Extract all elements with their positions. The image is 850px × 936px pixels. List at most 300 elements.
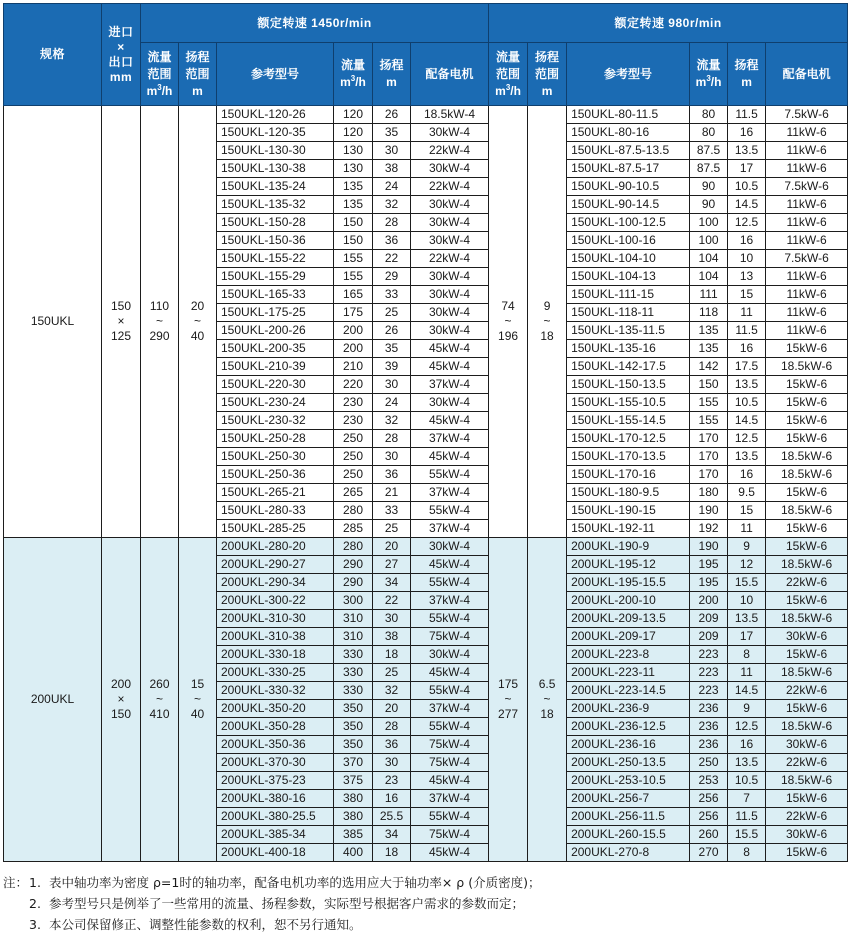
cell-1450-model: 200UKL-280-20 <box>217 538 334 556</box>
cell-980-flow: 155 <box>690 394 728 412</box>
pump-spec-table <box>3 3 848 862</box>
cell-1450-flow: 350 <box>334 718 373 736</box>
cell-980-motor: 15kW-6 <box>766 430 848 448</box>
cell-980-motor: 22kW-6 <box>766 574 848 592</box>
cell-980-motor: 18.5kW-6 <box>766 610 848 628</box>
cell-1450-model: 200UKL-375-23 <box>217 772 334 790</box>
cell-1450-motor: 37kW-4 <box>411 430 489 448</box>
cell-980-flow: 80 <box>690 106 728 124</box>
cell-980-flow: 190 <box>690 502 728 520</box>
cell-980-flow: 223 <box>690 682 728 700</box>
cell-980-flow: 170 <box>690 430 728 448</box>
cell-1450-flow: 350 <box>334 736 373 754</box>
cell-1450-motor: 75kW-4 <box>411 754 489 772</box>
cell-1450-motor: 30kW-4 <box>411 232 489 250</box>
cell-980-head: 15.5 <box>728 826 766 844</box>
cell-1450-head: 35 <box>373 340 411 358</box>
cell-1450-flow: 330 <box>334 682 373 700</box>
cell-980-motor: 15kW-6 <box>766 412 848 430</box>
header-head-980: 扬程 m <box>728 43 766 106</box>
cell-980-head: 9.5 <box>728 484 766 502</box>
cell-980-model: 150UKL-90-10.5 <box>567 178 690 196</box>
cell-1450-model: 200UKL-350-28 <box>217 718 334 736</box>
cell-980-model: 150UKL-170-12.5 <box>567 430 690 448</box>
cell-980-model: 150UKL-87.5-17 <box>567 160 690 178</box>
cell-980-flow: 170 <box>690 448 728 466</box>
cell-980-motor: 15kW-6 <box>766 520 848 538</box>
cell-1450-model: 150UKL-120-26 <box>217 106 334 124</box>
cell-980-motor: 30kW-6 <box>766 736 848 754</box>
cell-980-model: 200UKL-200-10 <box>567 592 690 610</box>
spec-cell: 200UKL <box>4 538 102 862</box>
cell-1450-head: 36 <box>373 736 411 754</box>
cell-980-head: 15 <box>728 286 766 304</box>
cell-980-model: 200UKL-253-10.5 <box>567 772 690 790</box>
cell-1450-motor: 55kW-4 <box>411 574 489 592</box>
cell-980-motor: 15kW-6 <box>766 394 848 412</box>
cell-1450-head: 27 <box>373 556 411 574</box>
unit-m3h: $m^3/h$ <box>495 82 521 98</box>
flow-range-980: 175 ~ 277 <box>489 538 528 862</box>
cell-980-model: 200UKL-250-13.5 <box>567 754 690 772</box>
cell-1450-motor: 45kW-4 <box>411 358 489 376</box>
cell-980-motor: 22kW-6 <box>766 754 848 772</box>
cell-980-model: 200UKL-223-8 <box>567 646 690 664</box>
group-150ukl <box>4 106 848 538</box>
cell-980-motor: 11kW-6 <box>766 142 848 160</box>
cell-980-motor: 11kW-6 <box>766 286 848 304</box>
cell-1450-head: 22 <box>373 592 411 610</box>
cell-1450-motor: 45kW-4 <box>411 448 489 466</box>
cell-1450-motor: 37kW-4 <box>411 790 489 808</box>
cell-980-model: 200UKL-190-9 <box>567 538 690 556</box>
cell-1450-head: 23 <box>373 772 411 790</box>
cell-980-flow: 135 <box>690 322 728 340</box>
cell-1450-flow: 130 <box>334 160 373 178</box>
footnote-1: 注：1. 表中轴功率为密度 ρ=1时的轴功率，配备电机功率的选用应大于轴功率× ρ (介质密度)； <box>3 872 540 893</box>
cell-1450-flow: 290 <box>334 574 373 592</box>
cell-980-flow: 236 <box>690 700 728 718</box>
cell-1450-flow: 385 <box>334 826 373 844</box>
cell-1450-flow: 220 <box>334 376 373 394</box>
cell-1450-motor: 22kW-4 <box>411 142 489 160</box>
cell-980-flow: 104 <box>690 268 728 286</box>
cell-980-flow: 142 <box>690 358 728 376</box>
cell-980-motor: 7.5kW-6 <box>766 106 848 124</box>
cell-980-model: 200UKL-209-13.5 <box>567 610 690 628</box>
cell-1450-model: 150UKL-230-32 <box>217 412 334 430</box>
cell-1450-head: 36 <box>373 466 411 484</box>
cell-1450-model: 200UKL-380-16 <box>217 790 334 808</box>
cell-1450-head: 38 <box>373 628 411 646</box>
footnote-3: 3. 本公司保留修正、调整性能参数的权利，恕不另行通知。 <box>29 917 362 932</box>
cell-980-model: 150UKL-80-11.5 <box>567 106 690 124</box>
cell-980-flow: 195 <box>690 556 728 574</box>
cell-1450-flow: 265 <box>334 484 373 502</box>
cell-980-flow: 256 <box>690 790 728 808</box>
cell-980-head: 16 <box>728 124 766 142</box>
cell-1450-model: 150UKL-120-35 <box>217 124 334 142</box>
cell-980-flow: 250 <box>690 754 728 772</box>
cell-980-head: 12.5 <box>728 430 766 448</box>
cell-1450-model: 150UKL-150-36 <box>217 232 334 250</box>
cell-980-flow: 195 <box>690 574 728 592</box>
unit-m3h: $m^3/h$ <box>340 74 366 89</box>
head-range-980: 9 ~ 18 <box>528 106 567 538</box>
cell-980-head: 10.5 <box>728 394 766 412</box>
cell-980-motor: 22kW-6 <box>766 808 848 826</box>
cell-1450-model: 150UKL-265-21 <box>217 484 334 502</box>
cell-1450-motor: 45kW-4 <box>411 412 489 430</box>
cell-1450-flow: 230 <box>334 394 373 412</box>
header-spec: 规格 <box>4 4 102 106</box>
head-range-1450: 20 ~ 40 <box>179 106 217 538</box>
cell-1450-head: 30 <box>373 754 411 772</box>
cell-1450-flow: 370 <box>334 754 373 772</box>
header-ref-model-1450: 参考型号 <box>217 43 334 106</box>
cell-1450-head: 34 <box>373 574 411 592</box>
cell-1450-model: 150UKL-210-39 <box>217 358 334 376</box>
cell-1450-flow: 175 <box>334 304 373 322</box>
cell-980-model: 200UKL-223-11 <box>567 664 690 682</box>
cell-1450-motor: 30kW-4 <box>411 268 489 286</box>
cell-1450-motor: 55kW-4 <box>411 466 489 484</box>
cell-980-head: 13.5 <box>728 610 766 628</box>
header-head-1450: 扬程 m <box>373 43 411 106</box>
cell-980-motor: 11kW-6 <box>766 196 848 214</box>
cell-1450-head: 30 <box>373 142 411 160</box>
cell-1450-model: 150UKL-135-24 <box>217 178 334 196</box>
cell-980-motor: 11kW-6 <box>766 268 848 286</box>
cell-980-flow: 223 <box>690 646 728 664</box>
cell-980-model: 200UKL-209-17 <box>567 628 690 646</box>
cell-980-flow: 180 <box>690 484 728 502</box>
cell-980-model: 200UKL-223-14.5 <box>567 682 690 700</box>
cell-980-flow: 209 <box>690 610 728 628</box>
cell-980-head: 7 <box>728 790 766 808</box>
cell-980-head: 17 <box>728 160 766 178</box>
cell-1450-motor: 30kW-4 <box>411 160 489 178</box>
cell-980-motor: 18.5kW-6 <box>766 466 848 484</box>
cell-980-flow: 118 <box>690 304 728 322</box>
cell-1450-flow: 250 <box>334 430 373 448</box>
cell-1450-model: 150UKL-155-22 <box>217 250 334 268</box>
cell-1450-model: 200UKL-310-38 <box>217 628 334 646</box>
cell-980-model: 150UKL-180-9.5 <box>567 484 690 502</box>
group-200ukl <box>4 538 848 862</box>
cell-1450-flow: 375 <box>334 772 373 790</box>
cell-980-motor: 15kW-6 <box>766 790 848 808</box>
cell-1450-head: 30 <box>373 610 411 628</box>
cell-1450-motor: 30kW-4 <box>411 124 489 142</box>
header-inlet-outlet: 进口 × 出口 mm <box>102 4 141 106</box>
header-flow-range-980: 流量 范围 $m^3/h$ <box>489 43 528 106</box>
cell-980-head: 16 <box>728 736 766 754</box>
cell-980-motor: 15kW-6 <box>766 484 848 502</box>
cell-1450-head: 30 <box>373 448 411 466</box>
cell-1450-motor: 55kW-4 <box>411 808 489 826</box>
cell-980-head: 13.5 <box>728 754 766 772</box>
table-row <box>4 538 848 556</box>
cell-1450-flow: 150 <box>334 232 373 250</box>
header-flow-1450: 流量 $m^3/h$ <box>334 43 373 106</box>
cell-1450-head: 20 <box>373 700 411 718</box>
cell-1450-flow: 330 <box>334 646 373 664</box>
cell-1450-motor: 55kW-4 <box>411 718 489 736</box>
cell-980-motor: 7.5kW-6 <box>766 250 848 268</box>
cell-980-head: 12.5 <box>728 718 766 736</box>
header-head-range-980: 扬程 范围 m <box>528 43 567 106</box>
footnote-2: 2. 参考型号只是例举了一些常用的流量、扬程参数，实际型号根据客户需求的参数而定； <box>29 896 525 911</box>
cell-980-motor: 30kW-6 <box>766 628 848 646</box>
cell-980-head: 11 <box>728 664 766 682</box>
cell-980-motor: 11kW-6 <box>766 214 848 232</box>
cell-1450-flow: 120 <box>334 124 373 142</box>
cell-980-model: 150UKL-170-13.5 <box>567 448 690 466</box>
cell-1450-model: 150UKL-200-35 <box>217 340 334 358</box>
cell-1450-motor: 37kW-4 <box>411 520 489 538</box>
cell-1450-motor: 30kW-4 <box>411 196 489 214</box>
cell-1450-motor: 30kW-4 <box>411 322 489 340</box>
cell-1450-head: 34 <box>373 826 411 844</box>
cell-1450-flow: 290 <box>334 556 373 574</box>
cell-1450-flow: 165 <box>334 286 373 304</box>
cell-980-head: 11.5 <box>728 808 766 826</box>
cell-1450-model: 150UKL-230-24 <box>217 394 334 412</box>
cell-1450-model: 200UKL-330-32 <box>217 682 334 700</box>
footnote-lead: 注： <box>3 875 29 890</box>
cell-980-flow: 155 <box>690 412 728 430</box>
cell-980-motor: 11kW-6 <box>766 304 848 322</box>
cell-1450-head: 16 <box>373 790 411 808</box>
cell-1450-model: 150UKL-200-26 <box>217 322 334 340</box>
cell-980-flow: 236 <box>690 718 728 736</box>
cell-980-head: 11.5 <box>728 322 766 340</box>
cell-980-head: 17.5 <box>728 358 766 376</box>
cell-980-model: 150UKL-155-14.5 <box>567 412 690 430</box>
cell-980-flow: 104 <box>690 250 728 268</box>
cell-1450-head: 26 <box>373 322 411 340</box>
cell-980-motor: 18.5kW-6 <box>766 664 848 682</box>
header-head-range-1450: 扬程 范围 m <box>179 43 217 106</box>
cell-980-model: 150UKL-150-13.5 <box>567 376 690 394</box>
cell-1450-model: 150UKL-130-38 <box>217 160 334 178</box>
cell-1450-flow: 310 <box>334 610 373 628</box>
cell-1450-motor: 45kW-4 <box>411 556 489 574</box>
cell-980-model: 150UKL-170-16 <box>567 466 690 484</box>
cell-980-head: 15.5 <box>728 574 766 592</box>
cell-980-model: 200UKL-260-15.5 <box>567 826 690 844</box>
cell-1450-motor: 37kW-4 <box>411 376 489 394</box>
cell-980-model: 200UKL-236-9 <box>567 700 690 718</box>
cell-980-model: 200UKL-256-11.5 <box>567 808 690 826</box>
cell-1450-flow: 250 <box>334 448 373 466</box>
cell-980-head: 15 <box>728 502 766 520</box>
cell-1450-head: 18 <box>373 844 411 862</box>
cell-980-motor: 22kW-6 <box>766 682 848 700</box>
cell-1450-motor: 30kW-4 <box>411 304 489 322</box>
cell-1450-head: 24 <box>373 394 411 412</box>
cell-1450-head: 29 <box>373 268 411 286</box>
cell-1450-model: 200UKL-370-30 <box>217 754 334 772</box>
cell-980-motor: 15kW-6 <box>766 592 848 610</box>
cell-980-flow: 170 <box>690 466 728 484</box>
cell-980-head: 13.5 <box>728 448 766 466</box>
cell-980-head: 11 <box>728 304 766 322</box>
head-range-1450: 15 ~ 40 <box>179 538 217 862</box>
flow-range-980: 74 ~ 196 <box>489 106 528 538</box>
cell-1450-model: 200UKL-290-27 <box>217 556 334 574</box>
cell-1450-model: 200UKL-400-18 <box>217 844 334 862</box>
cell-980-model: 150UKL-118-11 <box>567 304 690 322</box>
cell-980-model: 150UKL-111-15 <box>567 286 690 304</box>
cell-980-flow: 80 <box>690 124 728 142</box>
cell-980-model: 200UKL-195-12 <box>567 556 690 574</box>
cell-980-flow: 260 <box>690 826 728 844</box>
cell-980-model: 150UKL-142-17.5 <box>567 358 690 376</box>
header-flow-980: 流量 $m^3/h$ <box>690 43 728 106</box>
cell-980-flow: 111 <box>690 286 728 304</box>
cell-980-model: 150UKL-100-12.5 <box>567 214 690 232</box>
cell-1450-head: 32 <box>373 412 411 430</box>
cell-1450-head: 33 <box>373 286 411 304</box>
cell-1450-motor: 45kW-4 <box>411 772 489 790</box>
cell-1450-model: 150UKL-155-29 <box>217 268 334 286</box>
cell-1450-flow: 285 <box>334 520 373 538</box>
header-speed-980: 额定转速 980r/min <box>489 4 848 43</box>
cell-980-flow: 223 <box>690 664 728 682</box>
cell-1450-model: 150UKL-250-36 <box>217 466 334 484</box>
inlet-outlet-cell: 200 × 150 <box>102 538 141 862</box>
cell-980-flow: 209 <box>690 628 728 646</box>
cell-1450-head: 25 <box>373 664 411 682</box>
cell-980-flow: 87.5 <box>690 142 728 160</box>
table-row <box>4 106 848 124</box>
cell-980-head: 16 <box>728 232 766 250</box>
cell-980-motor: 7.5kW-6 <box>766 178 848 196</box>
cell-980-flow: 270 <box>690 844 728 862</box>
cell-1450-flow: 135 <box>334 196 373 214</box>
cell-1450-head: 28 <box>373 718 411 736</box>
cell-980-flow: 150 <box>690 376 728 394</box>
cell-980-motor: 11kW-6 <box>766 160 848 178</box>
cell-980-motor: 11kW-6 <box>766 232 848 250</box>
cell-1450-model: 200UKL-380-25.5 <box>217 808 334 826</box>
head-range-980: 6.5 ~ 18 <box>528 538 567 862</box>
cell-1450-motor: 22kW-4 <box>411 178 489 196</box>
inlet-outlet-cell: 150 × 125 <box>102 106 141 538</box>
cell-1450-motor: 30kW-4 <box>411 214 489 232</box>
cell-980-head: 10 <box>728 592 766 610</box>
cell-980-head: 16 <box>728 340 766 358</box>
cell-980-model: 150UKL-155-10.5 <box>567 394 690 412</box>
table-header <box>4 4 848 106</box>
cell-980-model: 150UKL-87.5-13.5 <box>567 142 690 160</box>
cell-1450-flow: 200 <box>334 340 373 358</box>
cell-980-head: 8 <box>728 646 766 664</box>
cell-1450-head: 38 <box>373 160 411 178</box>
cell-980-motor: 15kW-6 <box>766 376 848 394</box>
cell-1450-motor: 55kW-4 <box>411 502 489 520</box>
cell-1450-flow: 210 <box>334 358 373 376</box>
cell-980-head: 11 <box>728 520 766 538</box>
cell-1450-motor: 30kW-4 <box>411 646 489 664</box>
header-motor-980: 配备电机 <box>766 43 848 106</box>
cell-980-head: 17 <box>728 628 766 646</box>
cell-980-head: 9 <box>728 538 766 556</box>
cell-980-model: 150UKL-90-14.5 <box>567 196 690 214</box>
cell-1450-motor: 30kW-4 <box>411 286 489 304</box>
cell-980-flow: 256 <box>690 808 728 826</box>
cell-980-flow: 135 <box>690 340 728 358</box>
cell-980-model: 200UKL-256-7 <box>567 790 690 808</box>
cell-1450-head: 25.5 <box>373 808 411 826</box>
cell-1450-head: 26 <box>373 106 411 124</box>
cell-1450-motor: 22kW-4 <box>411 250 489 268</box>
cell-980-head: 14.5 <box>728 412 766 430</box>
cell-980-model: 150UKL-135-16 <box>567 340 690 358</box>
cell-1450-motor: 75kW-4 <box>411 736 489 754</box>
cell-1450-flow: 200 <box>334 322 373 340</box>
cell-1450-head: 18 <box>373 646 411 664</box>
cell-1450-head: 24 <box>373 178 411 196</box>
header-flow-range-1450: 流量 范围 $m^3/h$ <box>141 43 179 106</box>
cell-1450-model: 200UKL-350-36 <box>217 736 334 754</box>
cell-980-model: 150UKL-80-16 <box>567 124 690 142</box>
cell-1450-model: 200UKL-330-18 <box>217 646 334 664</box>
cell-980-motor: 11kW-6 <box>766 322 848 340</box>
cell-1450-head: 30 <box>373 376 411 394</box>
cell-980-flow: 87.5 <box>690 160 728 178</box>
cell-980-flow: 200 <box>690 592 728 610</box>
cell-1450-motor: 30kW-4 <box>411 394 489 412</box>
cell-980-head: 14.5 <box>728 196 766 214</box>
cell-1450-flow: 400 <box>334 844 373 862</box>
cell-1450-head: 20 <box>373 538 411 556</box>
cell-1450-motor: 37kW-4 <box>411 592 489 610</box>
footnotes <box>3 872 540 935</box>
cell-980-head: 10.5 <box>728 178 766 196</box>
cell-1450-model: 150UKL-285-25 <box>217 520 334 538</box>
cell-980-motor: 11kW-6 <box>766 124 848 142</box>
flow-range-1450: 260 ~ 410 <box>141 538 179 862</box>
cell-980-motor: 15kW-6 <box>766 340 848 358</box>
cell-980-motor: 18.5kW-6 <box>766 718 848 736</box>
cell-1450-head: 35 <box>373 124 411 142</box>
cell-980-motor: 18.5kW-6 <box>766 556 848 574</box>
unit-m3h: $m^3/h$ <box>695 74 722 89</box>
cell-980-model: 150UKL-100-16 <box>567 232 690 250</box>
cell-980-head: 16 <box>728 466 766 484</box>
cell-1450-model: 150UKL-220-30 <box>217 376 334 394</box>
cell-1450-head: 28 <box>373 214 411 232</box>
cell-1450-flow: 280 <box>334 502 373 520</box>
cell-1450-flow: 155 <box>334 250 373 268</box>
cell-1450-head: 25 <box>373 520 411 538</box>
cell-980-head: 13.5 <box>728 142 766 160</box>
cell-1450-head: 28 <box>373 430 411 448</box>
cell-980-model: 150UKL-104-10 <box>567 250 690 268</box>
cell-980-head: 8 <box>728 844 766 862</box>
cell-980-head: 12 <box>728 556 766 574</box>
cell-980-model: 200UKL-270-8 <box>567 844 690 862</box>
cell-1450-motor: 45kW-4 <box>411 844 489 862</box>
cell-1450-model: 150UKL-280-33 <box>217 502 334 520</box>
cell-1450-flow: 280 <box>334 538 373 556</box>
cell-980-motor: 18.5kW-6 <box>766 772 848 790</box>
cell-1450-head: 32 <box>373 682 411 700</box>
cell-1450-motor: 55kW-4 <box>411 682 489 700</box>
